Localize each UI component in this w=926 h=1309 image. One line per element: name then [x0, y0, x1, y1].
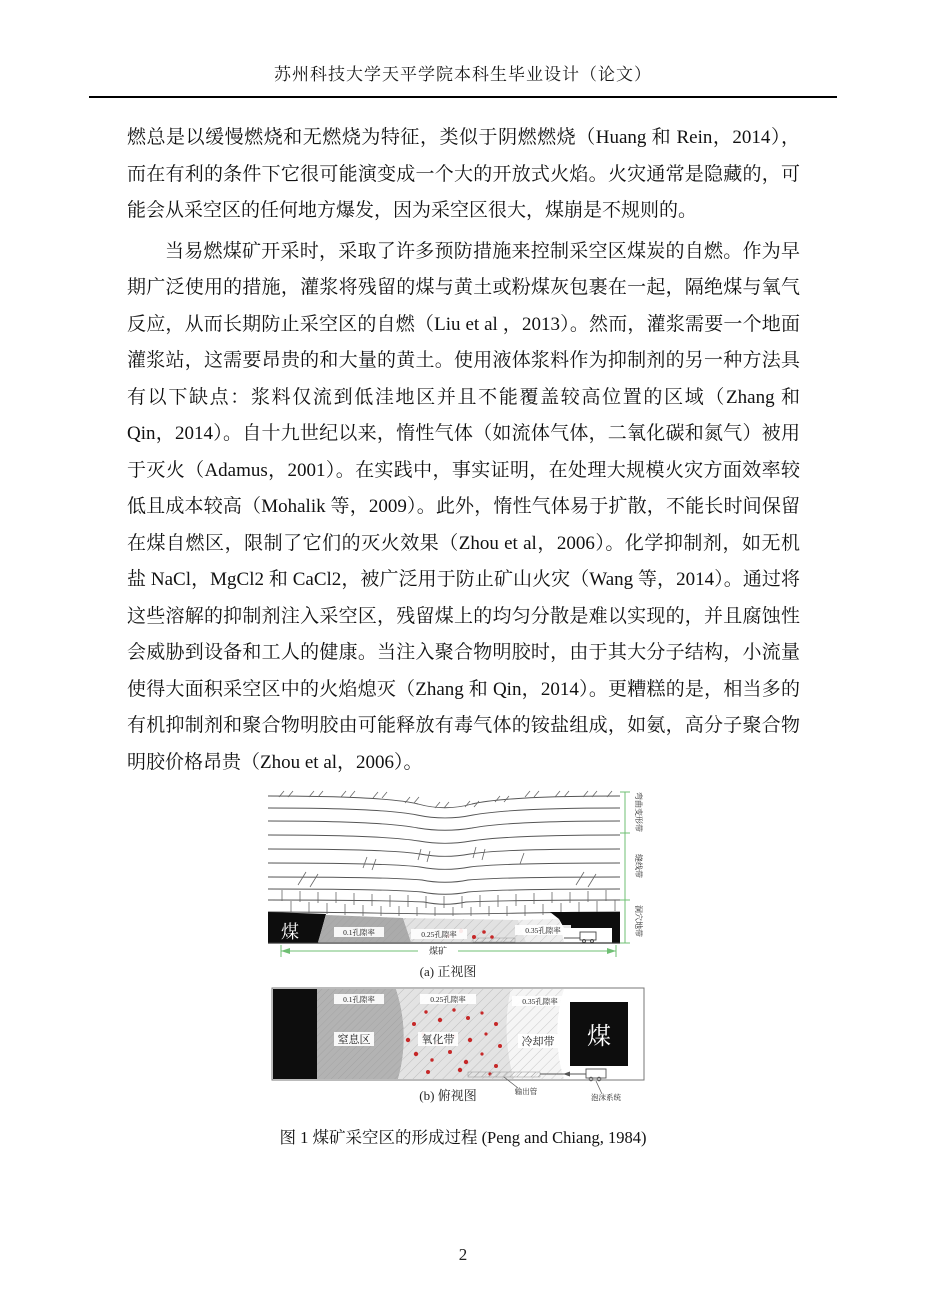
suffocation-zone-label: 窒息区	[337, 1034, 371, 1046]
porosity-label-01-b: 0.1孔隙率	[343, 995, 375, 1004]
zone-bracket	[620, 792, 630, 943]
coal-label-b: 煤	[587, 1024, 611, 1050]
porosity-label-01-a: 0.1孔隙率	[343, 928, 375, 937]
header-title: 苏州科技大学天平学院本科生毕业设计（论文）	[274, 65, 652, 84]
oxidation-zone-label: 氧化带	[421, 1034, 455, 1046]
paragraph-1: 燃总是以缓慢燃烧和无燃烧为特征，类似于阴燃燃烧（Huang 和 Rein，2014），而在有利的条件下它很可能演变成一个大的开放式火焰。火灾通常是隐藏的，可能会从采空区的任何地方爆发，因为采空区很大，煤崩是不规则的。	[127, 127, 800, 221]
cooling-zone-label: 冷却带	[521, 1036, 555, 1048]
ground-hatch-marks	[279, 791, 612, 808]
zone-label-bending: 弯曲变形带	[634, 792, 643, 832]
porosity-label-035-a: 0.35孔隙率	[525, 926, 561, 935]
crack-marks	[298, 847, 596, 887]
panel-b-caption: (b) 俯视图	[419, 1088, 477, 1103]
figure-panel-b	[268, 986, 658, 1104]
foam-label: 泡沫系统	[591, 1093, 621, 1102]
figure-panel-a	[268, 788, 658, 980]
porosity-label-025-b: 0.25孔隙率	[430, 995, 466, 1004]
paragraph-2: 当易燃煤矿开采时，采取了许多预防措施来控制采空区煤炭的自燃。作为早期广泛使用的措施，灌浆将残留的煤与黄土或粉煤灰包裹在一起，隔绝煤与氧气反应，从而长期防止采空区的自燃（Liu et al ，2013）。然而，灌浆需要一个地面灌浆站，这需要昂贵的和大量的黄土。使用液体浆料作为抑制剂的另一种方法具有以下缺点：浆料仅流到低洼地区并且不能覆盖较高位置的区域（Zhang 和 Qin，2014）。自十九世纪以来，惰性气体（如流体气体，二氧化碳和氮气）被用于灭火（Adamus，2001）。在实践中，事实证明，在处理大规模火灾方面效率较低且成本较高（Mohalik 等，2009）。此外，惰性气体易于扩散，不能长时间保留在煤自燃区，限制了它们的灭火效果（Zhou et al，2006）。化学抑制剂，如无机盐 NaCl，MgCl2 和 CaCl2，被广泛用于防止矿山火灾（Wang 等，2014）。通过将这些溶解的抑制剂注入采空区，残留煤上的均匀分散是难以实现的，并且腐蚀性会威胁到设备和工人的健康。当注入聚合物明胶时，由于其大分子结构，小流量使得大面积采空区中的火焰熄灭（Zhang 和 Qin，2014）。更糟糕的是，相当多的有机抑制剂和聚合物明胶由可能释放有毒气体的铵盐组成，如氨，高分子聚合物明胶价格昂贵（Zhou et al，2006）。	[127, 240, 800, 773]
dimension-arrow-right	[607, 948, 616, 954]
figure-1	[0, 788, 926, 1104]
porosity-label-035-b: 0.35孔隙率	[522, 997, 558, 1006]
body-text	[127, 120, 800, 780]
dimension-label: 煤矿	[428, 946, 448, 956]
zone-label-caved: 洞穴地带	[634, 905, 643, 937]
porosity-label-025-a: 0.25孔隙率	[421, 930, 457, 939]
pipe-strip-a	[473, 938, 515, 942]
dimension-arrow-left	[281, 948, 290, 954]
page-number: 2	[458, 1245, 468, 1264]
panel-a-caption: (a) 正视图	[419, 964, 477, 979]
coal-label-a: 煤	[281, 922, 299, 942]
output-pipe-strip	[468, 1072, 540, 1077]
page-header	[89, 0, 837, 98]
coal-block-left-b	[273, 989, 317, 1079]
pipe-label: 输出管	[514, 1087, 538, 1096]
figure-caption: 图 1 煤矿采空区的形成过程 (Peng and Chiang, 1984)	[279, 1128, 647, 1147]
zone-label-fracture: 缝线带	[634, 854, 643, 878]
